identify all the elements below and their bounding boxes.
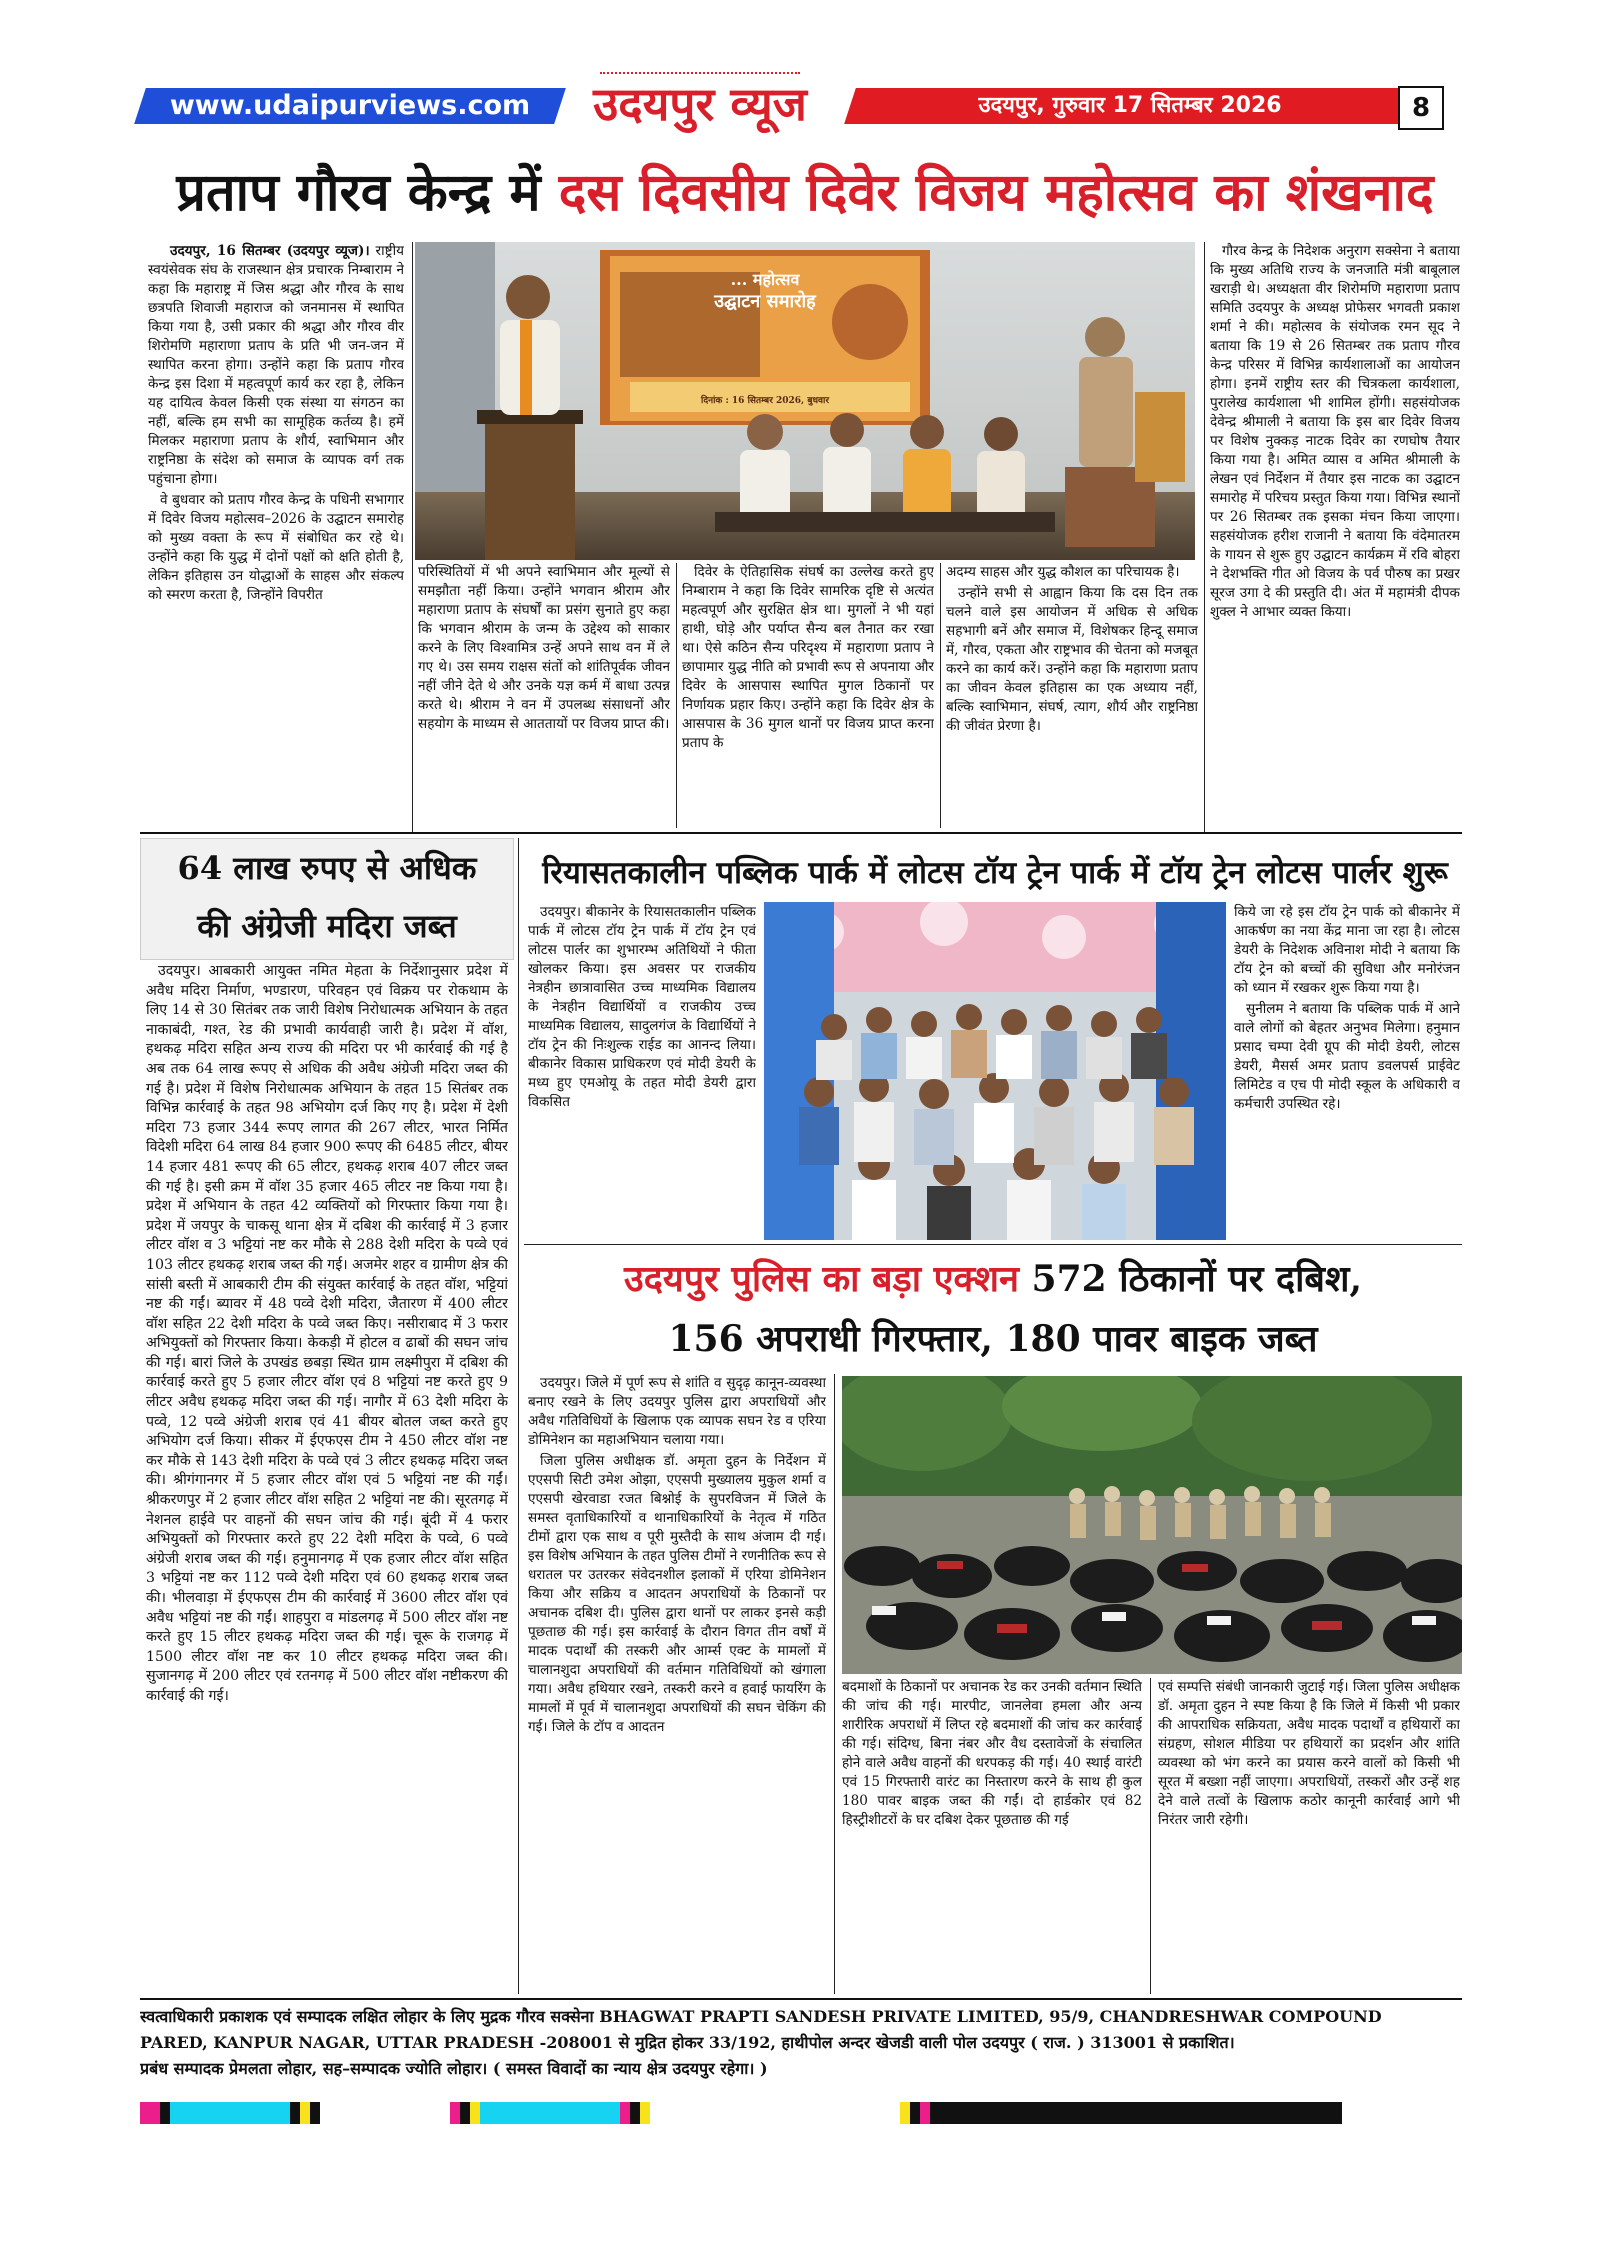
story1-headline-red: दस दिवसीय दिवेर विजय महोत्सव का शंखनाद [558, 162, 1434, 223]
registration-swatch [140, 2102, 160, 2124]
registration-swatch [900, 2102, 910, 2124]
story1-col3-text: दिवेर के ऐतिहासिक संघर्ष का उल्लेख करते हुए निम्बाराम ने कहा कि दिवेर सामरिक दृष्टि से अत्यंत महत्वपूर्ण और सुरक्षित क्षेत्र था। मुगलों ने भी यहां हाथी, घोड़े और पर्याप्त सैन्य बल तैनात कर रखा था। ऐसे कठिन सैन्य परिदृश्य में महाराणा प्रताप ने छापामार युद्ध नीति को प्रभावी रूप से अपनाया और दिवेर के आसपास स्थापित मुगल ठिकानों पर निर्णायक प्रहार किए। उन्होंने कहा कि दिवेर क्षेत्र के आसपास के 36 मुगल थानों पर विजय प्राप्त करना प्रताप के [682, 564, 934, 751]
story2-body-text: उदयपुर। आबकारी आयुक्त नमित मेहता के निर्देशानुसार प्रदेश में अवैध मदिरा निर्माण, भण्डारण, परिवहन एवं विक्रय पर रोकथाम के लिए 14 से 30 सितंबर तक जारी विशेष निरोधात्मक अभियान के तहत नाकाबंदी, गश्त, रेड की प्रभावी कार्यवाही जारी है। प्रदेश में वॉश, हथकढ़ मदिरा सहित अन्य राज्य की मदिरा पर भी कार्रवाई की गई है अब तक 64 लाख रूपए से अधिक की अवैध अंग्रेजी मदिरा जब्त की गई है। प्रदेश में विशेष निरोधात्मक अभियान के तहत 15 सितंबर तक विभिन्न कार्रवाई के तहत 98 अभियोग दर्ज किए गए है। प्रदेश में देशी मदिरा 73 हजार 344 रूपए लागत की 267 लीटर, भारत निर्मित विदेशी मदिरा 64 लाख 84 हजार 900 रूपए की 6485 लीटर, बीयर 14 हजार 481 रूपए की 65 लीटर, हथकढ़ शराब 407 लीटर जब्त की गई है। इसी क्रम में वॉश 35 हजार 465 लीटर नष्ट किया गया है। प्रदेश में अभियान के तहत 42 व्यक्तियों को गिरफ्तार किया गया है। प्रदेश में जयपुर के चाकसू थाना क्षेत्र में दबिश की कार्रवाई में 3 हजार लीटर वॉश व 3 भट्टियां नष्ट कर मौके से 288 देशी मदिरा के पव्वे एवं 103 लीटर हथकढ़ शराब जब्त की गई। अजमेर शहर व ग्रामीण क्षेत्र की सांसी बस्ती में आबकारी टीम की संयुक्त कार्रवाई के तहत वॉश, भट्टियां नष्ट की गईं। ब्यावर में 48 पव्वे देशी मदिरा, जैतारण में 400 लीटर वॉश सहित 22 देशी मदिरा के पव्वे जब्त किए। नसीराबाद में 3 फरार अभियुक्तों को गिरफ्तार किया। केकड़ी में होटल व ढाबों की सघन जांच की गई। बारां जिले के उपखंड छबड़ा स्थित ग्राम लक्ष्मीपुरा में दबिश की कार्रवाई करते हुए 5 हजार लीटर वॉश एवं 8 भट्टियां नष्ट करते हुए 9 लीटर अवैध हथकढ़ मदिरा जब्त की गई। नागौर में 63 देशी मदिरा के पव्वे, 12 पव्वे अंग्रेजी शराब एवं 41 बीयर बोतल जब्त करते हुए अभियोग दर्ज किया। सीकर में ईएफएस टीम ने 450 लीटर वॉश नष्ट कर मौके से 143 देशी मदिरा के पव्वे एवं 3 लीटर हथकढ़ मदिरा जब्त की। श्रीगंगानगर में 5 हजार लीटर वॉश एवं 5 भट्टियां नष्ट की गईं। श्रीकरणपुर में 2 हजार लीटर वॉश सहित 2 भट्टियां नष्ट की। सूरतगढ़ में नेशनल हाईवे पर वाहनों की सघन जांच की गई। बूंदी में 4 फरार अभियुक्तों को गिरफ्तार करते हुए 22 देशी मदिरा के पव्वे, 6 पव्वे अंग्रेजी शराब जब्त की गई। हनुमानगढ़ में एक हजार लीटर वॉश सहित 3 भट्टियां नष्ट कर 112 पव्वे देशी मदिरा एवं 60 हथकढ़ शराब जब्त की। भीलवाड़ा में ईएफएस टीम की कार्रवाई में 3600 लीटर वॉश एवं अवैध भट्टियां नष्ट की गईं। शाहपुरा व मांडलगढ़ में 500 लीटर वॉश नष्ट करते हुए 15 लीटर हथकढ़ मदिरा जब्त की गई। चूरू के राजगढ़ में 1500 लीटर वॉश नष्ट कर 10 लीटर हथकढ़ मदिरा जब्त की। सुजानगढ़ में 200 लीटर एवं रतनगढ़ में 500 लीटर वॉश नष्टीकरण की कार्रवाई की गई। [146, 963, 508, 1704]
story3-headline: रियासतकालीन पब्लिक पार्क में लोटस टॉय ट्रेन पार्क में टॉय ट्रेन लोटस पार्लर शुरू [542, 855, 1448, 891]
story1-photo-banner [635, 270, 895, 408]
story4-headline-line1 [526, 1250, 1460, 1308]
imprint-line1: स्वत्वाधिकारी प्रकाशक एवं सम्पादक लक्षित लोहार के लिए मुद्रक गौरव सक्सेना BHAGWAT PRAPTI SANDESH PRIVATE LIMITED, 95/9, CHANDRESHWAR COMPOUND [140, 2007, 1382, 2026]
story2-headline-line1: 64 लाख रुपए से अधिक [177, 849, 477, 887]
story3-col2-p2: सुनीलम ने बताया कि पब्लिक पार्क में आने वाले लोगों को बेहतर अनुभव मिलेगा। हनुमान प्रसाद चम्पा देवी ग्रूप की मोदी डेयरी, लोटस डेयरी, मैसर्स अमर प्रताप डवलपर्स प्राईवेट लिमिटेड व एच पी मोदी स्कूल के अधिकारी व कर्मचारी उपस्थित रहे। [1234, 1001, 1460, 1112]
story3-col2 [1234, 903, 1460, 1241]
column-rule [1204, 242, 1205, 832]
registration-swatch [450, 2102, 460, 2124]
story2-body [146, 962, 508, 1992]
column-rule [676, 563, 677, 828]
story1-col1-p2: वे बुधवार को प्रताप गौरव केन्द्र के पधिनी सभागार में दिवेर विजय महोत्सव–2026 के उद्घाटन समारोह को मुख्य वक्ता के रूप में संबोधित कर रहे थे। उन्होंने कहा कि युद्ध में दोनों पक्षों को क्षति होती है, लेकिन इतिहास उन योद्धाओं के साहस और संकल्प को स्मरण करता है, जिन्होंने विपरीत [148, 492, 404, 603]
registration-swatch [930, 2102, 1342, 2124]
story1-col5 [1210, 242, 1460, 827]
story4-col2-text: बदमाशों के ठिकानों पर अचानक रेड कर उनकी वर्तमान स्थिति की जांच की गई। मारपीट, जानलेवा हमला और अन्य शारीरिक अपराधों में लिप्त रहे बदमाशों की जांच कर कार्रवाई की गई। संदिग्ध, बिना नंबर और वैध दस्तावेजों के संचालित होने वाले अवैध वाहनों की धरपकड़ की गई। 40 स्थाई वारंटी एवं 15 गिरफ्तारी वारंट का निस्तारण करने के साथ ही कुल 180 पावर बाइक जब्त की गईं। दो हार्डकोर एवं 82 हिस्ट्रीशीटरों के घर दबिश देकर पूछताछ की गई [842, 1679, 1142, 1828]
registration-swatch [460, 2102, 470, 2124]
story1-col2 [418, 563, 670, 826]
section-rule [140, 832, 1462, 834]
registration-swatch [630, 2102, 640, 2124]
story1-col4-p1: अदम्य साहस और युद्ध कौशल का परिचायक है। [946, 564, 1180, 580]
story4-headline-line2: 156 अपराधी गिरफ्तार, 180 पावर बाइक जब्त [668, 1318, 1318, 1360]
registration-swatch [170, 2102, 290, 2124]
story3-col2-p1: किये जा रहे इस टॉय ट्रेन पार्क को बीकानेर में आकर्षण का नया केंद्र माना जा रहा है। लोटस डेयरी के निदेशक अविनाश मोदी ने बताया कि टॉय ट्रेन को बच्चों की सुविधा और मनोरंजन को ध्यान में रखकर शुरू किया गया है। [1234, 904, 1460, 996]
banner-line3: दिनांक : 16 सितम्बर 2026, बुधवार [700, 396, 830, 406]
registration-swatch [920, 2102, 930, 2124]
story1-col3 [682, 563, 934, 826]
page-number: 8 [1398, 86, 1444, 130]
story1-photo[interactable] [415, 242, 1195, 560]
header-url[interactable]: www.udaipurviews.com [169, 90, 531, 121]
header-date: उदयपुर, गुरुवार 17 सितम्बर 2026 [978, 93, 1282, 118]
story4-col1-p1: उदयपुर। जिले में पूर्ण रूप से शांति व सुदृढ़ कानून-व्यवस्था बनाए रखने के लिए उदयपुर पुलिस द्वारा अपराधियों और अवैध गतिविधियों के खिलाफ एक व्यापक सघन रेड व एरिया डोमिनेशन का महाअभियान चलाया गया। [528, 1375, 826, 1448]
story4-photo[interactable] [842, 1376, 1462, 1674]
registration-swatch [320, 2102, 450, 2124]
registration-swatch [310, 2102, 320, 2124]
story1-col4-p2: उन्होंने सभी से आह्वान किया कि दस दिन तक चलने वाले इस आयोजन में अधिक से अधिक सहभागी बनें और समाज में, विशेषकर हिन्दू समाज में, गौरव, एकता और राष्ट्रभाव की चेतना को मजबूत करने का कार्य करें। उन्होंने कहा कि महाराणा प्रताप का जीवन केवल इतिहास का एक अध्याय नहीं, बल्कि स्वाभिमान, संघर्ष, त्याग, शौर्य और राष्ट्रनिष्ठा की जीवंत प्रेरणा है। [946, 585, 1198, 734]
story3-photo[interactable] [764, 902, 1226, 1240]
registration-swatch [290, 2102, 300, 2124]
story4-headline-black1: 572 ठिकानों पर दबिश, [1031, 1258, 1362, 1300]
column-rule [1150, 1678, 1151, 1994]
color-registration-bar [140, 2102, 1462, 2124]
registration-swatch [640, 2102, 650, 2124]
story1-col1-p1: राष्ट्रीय स्वयंसेवक संघ के राजस्थान क्षेत्र प्रचारक निम्बाराम ने कहा कि महाराष्ट्र में जिस श्रद्धा और गौरव के साथ छत्रपति शिवाजी महाराज को जनमानस में स्थापित किया गया है, उसी प्रकार की श्रद्धा और गौरव वीर शिरोमणि महाराणा प्रताप के प्रति भी जन-जन में स्थापित करना होगा। उन्होंने कहा कि प्रताप गौरव केन्द्र इस दिशा में महत्वपूर्ण कार्य कर रहा है, लेकिन यह दायित्व केवल किसी एक संस्था या संगठन का नहीं, बल्कि हम सभी का सामूहिक कर्तव्य है। हमें मिलकर महाराणा प्रताप के शौर्य, स्वाभिमान और राष्ट्रनिष्ठा के संदेश को समाज के व्यापक वर्ग तक पहुंचाना होगा। [148, 243, 404, 487]
story3-photo-svg [764, 902, 1226, 1240]
story4-photo-svg [842, 1376, 1462, 1674]
story2-headline-box [140, 838, 514, 960]
banner-line2: उद्घाटन समारोह [714, 291, 816, 312]
masthead-logo: उदयपुर व्यूज [593, 77, 807, 131]
story1-dateline: उदयपुर, 16 सितम्बर (उदयपुर व्यूज)। [170, 243, 370, 259]
column-rule [834, 1374, 835, 1994]
story4-col3 [1158, 1678, 1460, 1992]
column-rule [412, 242, 413, 832]
story1-col5-text: गौरव केन्द्र के निदेशक अनुराग सक्सेना ने बताया कि मुख्य अतिथि राज्य के जनजाति मंत्री बाबूलाल खराड़ी थे। अध्यक्षता वीर शिरोमणि महाराणा प्रताप समिति उदयपुर के अध्यक्ष प्रोफेसर भगवती प्रकाश शर्मा ने की। महोत्सव के संयोजक रमन सूद ने बताया कि 19 से 26 सितम्बर तक प्रताप गौरव केन्द्र परिसर में विभिन्न कार्यशालाओं का आयोजन होगा। इनमें राष्ट्रीय स्तर की चित्रकला कार्यशाला, पुरालेख कार्यशाला भी शामिल होंगी। सहसंयोजक देवेन्द्र श्रीमाली ने बताया कि इस बार दिवेर विजय पर विशेष नुक्कड़ नाटक दिवेर का रणघोष तैयार किया गया है। अमित व्यास व अमित श्रीमाली के लेखन एवं निर्देशन में तैयार इस नाटक का उद्घाटन समारोह में परिचय प्रस्तुत किया गया। विभिन्न स्थानों पर 26 सितम्बर तक इसका मंचन किया जाएगा। सहसंयोजक हरीश राजानी ने बताया कि वंदेमातरम के गायन से शुरू हुए उद्घाटन कार्यक्रम में रवि बोहरा ने देशभक्ति गीत ओ विजय के पर्व पौरुष का प्रखर सूरज उगा दे की प्रस्तुति दी। अंत में महामंत्री दीपक शुक्ल ने आभार व्यक्त किया। [1210, 243, 1460, 620]
story1-col4 [946, 563, 1198, 826]
registration-swatch [650, 2102, 900, 2124]
story1-headline-black: प्रताप गौरव केन्द्र में [176, 162, 541, 223]
imprint-line3: प्रबंध सम्पादक प्रेमलता लोहार, सह–सम्पादक ज्योति लोहार। ( समस्त विवादों का न्याय क्षेत्र उदयपुर रहेगा। ) [140, 2059, 768, 2078]
registration-swatch [160, 2102, 170, 2124]
story4-col1-p2: जिला पुलिस अधीक्षक डॉ. अमृता दुहन के निर्देशन में एएसपी सिटी उमेश ओझा, एएसपी मुख्यालय मुकुल शर्मा व एएसपी खेरवाडा रजत बिश्नोई के सुपरविजन में जिले के समस्त वृताधिकारियों व थानाधिकारियों के नेतृत्व में गठित टीमों द्वारा एक साथ व पूरी मुस्तैदी के साथ अंजाम दी गई। इस विशेष अभियान के तहत पुलिस टीमों ने रणनीतिक रूप से धरातल पर उतरकर संवेदनशील इलाकों में एरिया डोमिनेशन किया और सक्रिय व आदतन अपराधियों के ठिकानों पर अचानक दबिश दी। पुलिस द्वारा थानों पर लाकर इनसे कड़ी पूछताछ की गई। इस कार्रवाई के दौरान विगत तीन वर्षों में मादक पदार्थों की तस्करी और आर्म्स एक्ट के मामलों में चालानशुदा अपराधियों की वर्तमान गतिविधियों को खंगाला गया। अवैध हथियार रखने, तस्करी करने व हवाई फायरिंग के मामलों में पूर्व में चालानशुदा अपराधियों की सघन चेकिंग की गई। जिले के टॉप व आदतन [528, 1453, 826, 1735]
column-rule [940, 563, 941, 828]
banner-line1: ... महोत्सव [730, 270, 800, 289]
story4-col1 [528, 1374, 826, 1992]
section-rule [524, 1244, 1462, 1245]
story1-col2-text: परिस्थितियों में भी अपने स्वाभिमान और मूल्यों से समझौता नहीं किया। उन्होंने भगवान श्रीराम और महाराणा प्रताप के संघर्षों का प्रसंग सुनाते हुए कहा कि भगवान श्रीराम के जन्म के उद्देश्य को साकार करने के लिए विश्वामित्र उन्हें अपने साथ वन में ले गए थे। उस समय राक्षस संतों को शांतिपूर्वक जीवन नहीं जीने देते थे और उनके यज्ञ कर्म में बाधा उत्पन्न करते थे। श्रीराम ने वन में उपलब्ध संसाधनों और सहयोग के माध्यम से आततायों पर विजय प्राप्त की। [418, 564, 670, 732]
story3-col1 [528, 903, 756, 1241]
imprint-line2: PARED, KANPUR NAGAR, UTTAR PRADESH -208001 से मुद्रित होकर 33/192, हाथीपोल अन्दर खेजडी वाली पोल उदयपुर ( राज. ) 313001 से प्रकाशित। [140, 2033, 1235, 2052]
story4-col2 [842, 1678, 1142, 1992]
footer-rule [140, 1998, 1462, 2000]
story1-col1 [148, 242, 404, 827]
story4-col3-text: एवं सम्पत्ति संबंधी जानकारी जुटाई गई। जिला पुलिस अधीक्षक डॉ. अमृता दुहन ने स्पष्ट किया है कि जिले में किसी भी प्रकार की आपराधिक सक्रियता, अवैध मादक पदार्थों व हथियारों का संग्रहण, सोशल मीडिया पर हथियारों का प्रदर्शन और शांति व्यवस्था को भंग करने का प्रयास करने वालों को किसी भी सूरत में बख्शा नहीं जाएगा। अपराधियों, तस्करों और उन्हें शह देने वाले तत्वों के खिलाफ कठोर कानूनी कार्रवाई आगे भी निरंतर जारी रहेगी। [1158, 1679, 1460, 1828]
registration-swatch [910, 2102, 920, 2124]
story1-headline [150, 158, 1460, 228]
story3-col1-text: उदयपुर। बीकानेर के रियासतकालीन पब्लिक पार्क में लोटस टॉय ट्रेन पार्क में टॉय ट्रेन एवं लोटस पार्लर का शुभारम्भ अतिथियों ने फीता खोलकर किया। इस अवसर पर राजकीय नेत्रहीन छात्रावासित उच्च माध्यमिक विद्यालय के नेत्रहीन विद्यार्थियों व राजकीय उच्च माध्यमिक विद्यालय, सादुलगंज के विद्यार्थियों ने टॉय ट्रेन की निःशुल्क राईड का आनन्द लिया। बीकानेर विकास प्राधिकरण एवं मोदी डेयरी के मध्य हुए एमओयू के तहत मोदी डेयरी द्वारा विकसित [528, 904, 756, 1110]
registration-swatch [620, 2102, 630, 2124]
story2-headline-line2: की अंग्रेजी मदिरा जब्त [197, 907, 457, 945]
registration-swatch [300, 2102, 310, 2124]
registration-swatch [470, 2102, 480, 2124]
column-rule [518, 838, 519, 1994]
registration-swatch [480, 2102, 620, 2124]
story4-headline-red: उदयपुर पुलिस का बड़ा एक्शन [623, 1258, 1019, 1300]
